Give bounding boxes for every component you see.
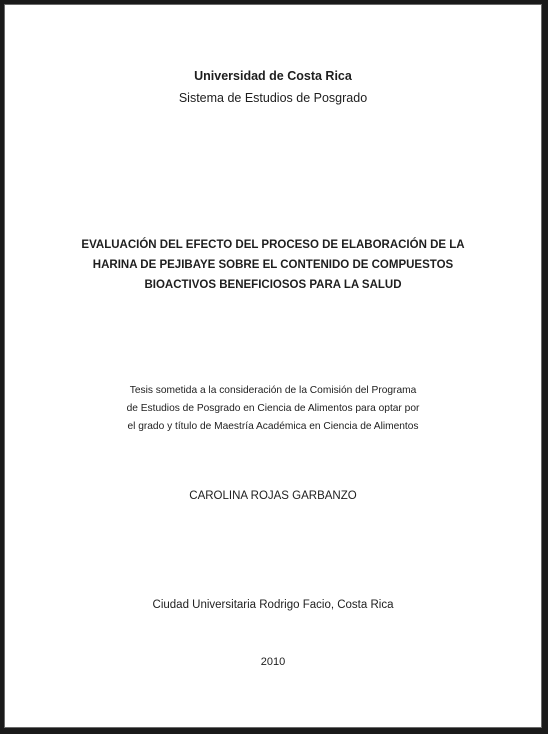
thesis-title-line: HARINA DE PEJIBAYE SOBRE EL CONTENIDO DE COMPUESTOS	[92, 259, 454, 271]
author-name: CAROLINA ROJAS GARBANZO	[189, 490, 357, 502]
thesis-title	[5, 235, 541, 295]
submission-statement	[5, 382, 541, 436]
program-name: Sistema de Estudios de Posgrado	[178, 91, 368, 105]
document-page	[4, 4, 542, 728]
university-name: Universidad de Costa Rica	[194, 69, 352, 83]
place: Ciudad Universitaria Rodrigo Facio, Costa Rica	[152, 599, 394, 611]
thesis-title-line: BIOACTIVOS BENEFICIOSOS PARA LA SALUD	[144, 279, 402, 291]
submission-line: Tesis sometida a la consideración de la Comisión del Programa	[129, 385, 417, 396]
year: 2010	[260, 656, 286, 668]
submission-line: de Estudios de Posgrado en Ciencia de Alimentos para optar por	[126, 403, 420, 414]
submission-line: el grado y título de Maestría Académica en Ciencia de Alimentos	[127, 421, 419, 432]
thesis-title-line: EVALUACIÓN DEL EFECTO DEL PROCESO DE ELABORACIÓN DE LA	[81, 239, 465, 251]
